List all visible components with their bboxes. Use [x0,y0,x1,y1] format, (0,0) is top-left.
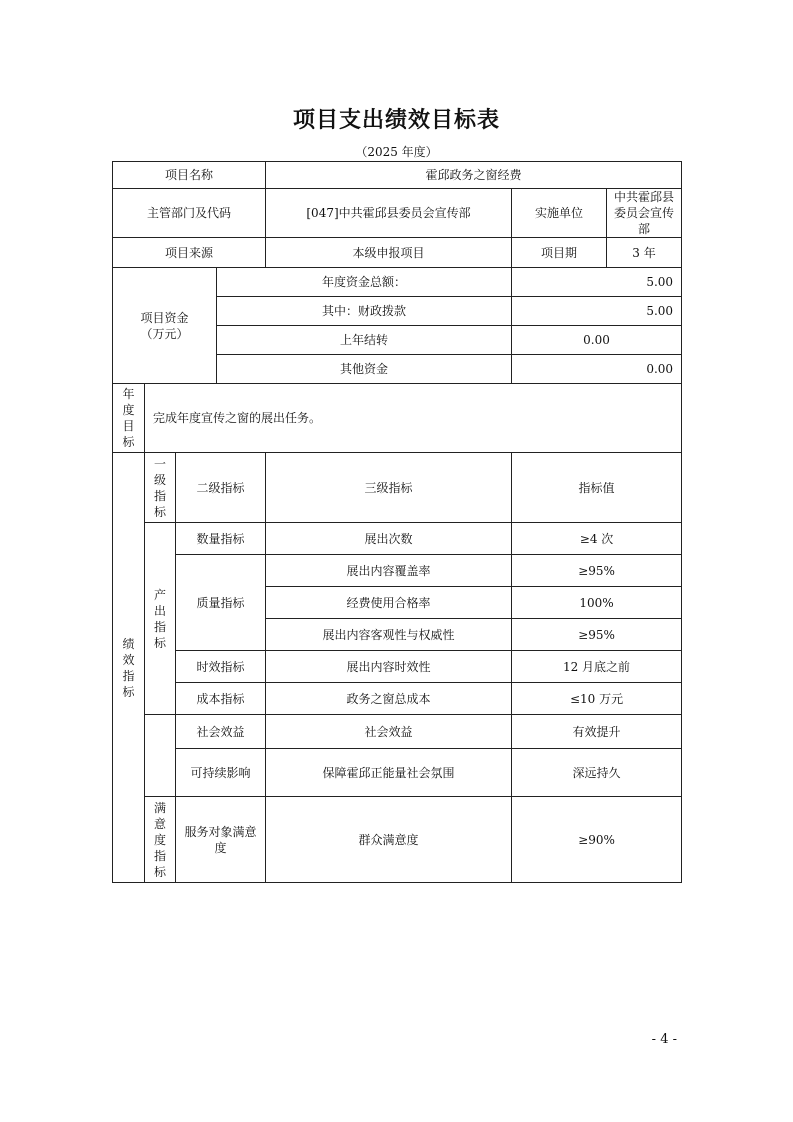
funds-label-line1: 项目资金 [140,310,189,325]
funds-label [113,268,217,384]
funds-other-value: 0.00 [512,355,682,384]
satisfaction-label: 满 意 度 指 标 [145,797,176,883]
service-label: 服务对象满意度 [176,797,266,883]
quality-item-2: 经费使用合格率 [266,587,512,619]
social-value: 有效提升 [512,715,682,749]
impl-unit-value: 中共霍邱县委员会宣传部 [607,189,682,238]
header-value: 指标值 [512,453,682,523]
source-value: 本级申报项目 [266,238,512,268]
year-subtitle: （2025 年度） [355,145,438,159]
annual-goal-text: 完成年度宣传之窗的展出任务。 [145,384,682,453]
funds-other-label: 其他资金 [217,355,512,384]
funds-fiscal-label: 其中：财政拨款 [217,297,512,326]
quality-value-1: ≥95% [512,555,682,587]
project-name-label: 项目名称 [113,162,266,189]
header-level1: 一 级 指 标 [145,453,176,523]
quantity-label: 数量指标 [176,523,266,555]
quality-value-2: 100% [512,587,682,619]
quality-item-1: 展出内容覆盖率 [266,555,512,587]
project-name-value: 霍邱政务之窗经费 [266,162,682,189]
quantity-value: ≥4 次 [512,523,682,555]
impl-unit-label: 实施单位 [512,189,607,238]
annual-goal-label: 年 度 目 标 [113,384,145,453]
funds-carryover-value: 0.00 [512,326,682,355]
quality-item-3: 展出内容客观性与权威性 [266,619,512,651]
dept-value: [047]中共霍邱县委员会宣传部 [266,189,512,238]
funds-total-label: 年度资金总额： [217,268,512,297]
timeliness-value: 12 月底之前 [512,651,682,683]
period-label: 项目期 [512,238,607,268]
source-label: 项目来源 [113,238,266,268]
funds-carryover-label: 上年结转 [217,326,512,355]
period-value: 3 年 [607,238,682,268]
social-item: 社会效益 [266,715,512,749]
funds-total-value: 5.00 [512,268,682,297]
output-label: 产 出 指 标 [145,523,176,715]
page-title: 项目支出绩效目标表 [292,108,500,133]
dept-label: 主管部门及代码 [113,189,266,238]
social-label: 社会效益 [176,715,266,749]
sustain-item: 保障霍邱正能量社会氛围 [266,749,512,797]
performance-table [112,161,682,883]
funds-label-line2: （万元） [140,326,189,341]
header-level2: 二级指标 [176,453,266,523]
service-value: ≥90% [512,797,682,883]
effect-level1-blank [145,715,176,797]
sustain-label: 可持续影响 [176,749,266,797]
timeliness-item: 展出内容时效性 [266,651,512,683]
funds-fiscal-value: 5.00 [512,297,682,326]
service-item: 群众满意度 [266,797,512,883]
quality-label: 质量指标 [176,555,266,651]
quantity-item: 展出次数 [266,523,512,555]
header-level3: 三级指标 [266,453,512,523]
quality-value-3: ≥95% [512,619,682,651]
page-number: - 4 - [651,1032,677,1047]
cost-value: ≤10 万元 [512,683,682,715]
timeliness-label: 时效指标 [176,651,266,683]
cost-item: 政务之窗总成本 [266,683,512,715]
cost-label: 成本指标 [176,683,266,715]
sustain-value: 深远持久 [512,749,682,797]
indicators-section-label: 绩 效 指 标 [113,453,145,883]
